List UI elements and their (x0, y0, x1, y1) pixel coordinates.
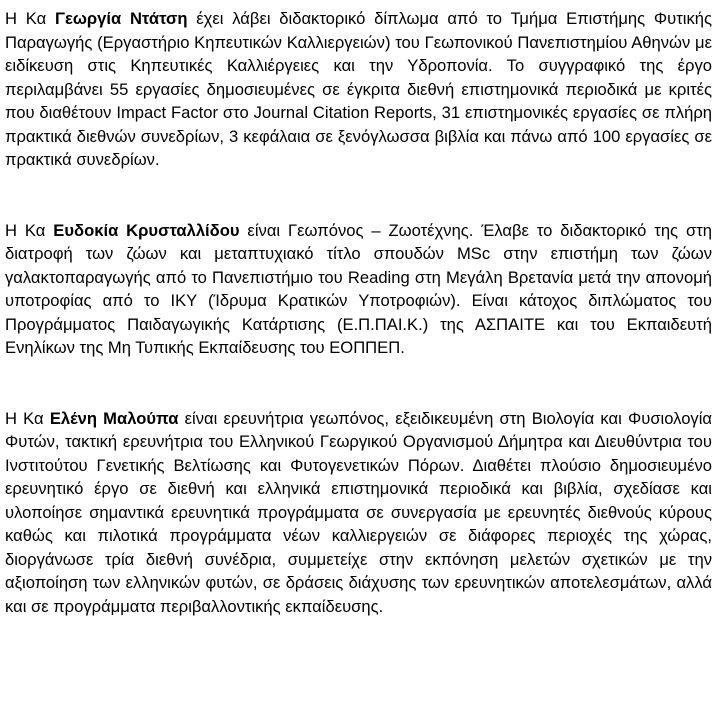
bio-prefix: Η Κα (5, 220, 54, 240)
bio-name: Ελένη Μαλούπα (49, 408, 179, 428)
bio-text: είναι Γεωπόνος – Ζωοτέχνης. Έλαβε το διδακτορικό της στη διατροφή των ζώων και μεταπτυχιακό τίτλο σπουδών MSc στην επιστήμη των ζώων γαλακτοπαραγωγής από το Πανεπιστήμιο του Reading στη Μεγάλη Βρετανία μετά την απονομή υποτροφίας από το ΙΚΥ (Ίδρυμα Κρατικών Υποτροφιών). Είναι κάτοχος διπλώματος του Προγράμματος Παιδαγωγικής Κατάρτισης (Ε.Π.ΠΑΙ.Κ.) της ΑΣΠΑΙΤΕ και του Εκπαιδευτή Ενηλίκων της Μη Τυπικής Εκπαίδευσης του ΕΟΠΠΕΠ. (5, 220, 712, 357)
bio-paragraph-krystallidou (5, 219, 712, 360)
document-page (5, 7, 712, 618)
bio-text: είναι ερευνήτρια γεωπόνος, εξειδικευμένη στη Βιολογία και Φυσιολογία Φυτών, τακτική ερευνήτρια του Ελληνικού Γεωργικού Οργανισμού Δήμητρα και Διευθύντρια του Ινστιτούτου Γενετικής Βελτίωσης και Φυτογενετικών Πόρων. Διαθέτει πλούσιο δημοσιευμένο ερευνητικό έργο σε διεθνή και ελληνικά επιστημονικά περιοδικά και βιβλία, σχεδίασε και υλοποίησε σημαντικά ερευνητικά προγράμματα σε συνεργασία με ερευνητές διεθνούς κύρους καθώς και πιλοτικά προγράμματα νέων καλλιεργειών σε διάφορες περιοχές της χώρας, διοργάνωσε τρία διεθνή συνέδρια, συμμετείχε στην εκπόνηση μελετών σχετικών με την αξιοποίηση των ελληνικών φυτών, σε δράσεις διάχυσης των ερευνητικών αποτελεσμάτων, αλλά και σε προγράμματα περιβαλλοντικής εκπαίδευσης. (5, 408, 713, 616)
bio-prefix: Η Κα (5, 9, 55, 28)
bio-name: Γεωργία Ντάτση (55, 9, 188, 28)
bio-text: έχει λάβει διδακτορικό δίπλωμα από το Τμήμα Επιστήμης Φυτικής Παραγωγής (Εργαστήριο Κηπευτικών Καλλιεργειών) του Γεωπονικού Πανεπιστημίου Αθηνών με ειδίκευση στις Κηπευτικές Καλλιέργειες και την Υδροπονία. Το συγγραφικό της έργο περιλαμβάνει 55 εργασίες δημοσιευμένες σε έγκριτα διεθνή επιστημονικά περιοδικά με κριτές που διαθέτουν Impact Factor στο Journal Citation Reports, 31 επιστημονικές εργασίες σε πλήρη πρακτικά διεθνών συνεδρίων, 3 κεφάλαια σε ξενόγλωσσα βιβλία και πάνω από 100 εργασίες σε πρακτικά συνεδρίων. (5, 9, 712, 169)
bio-prefix: Η Κα (5, 408, 50, 428)
bio-name: Ευδοκία Κρυσταλλίδου (53, 220, 240, 240)
bio-paragraph-datsi (5, 7, 712, 172)
bio-paragraph-maloupa (5, 407, 712, 619)
